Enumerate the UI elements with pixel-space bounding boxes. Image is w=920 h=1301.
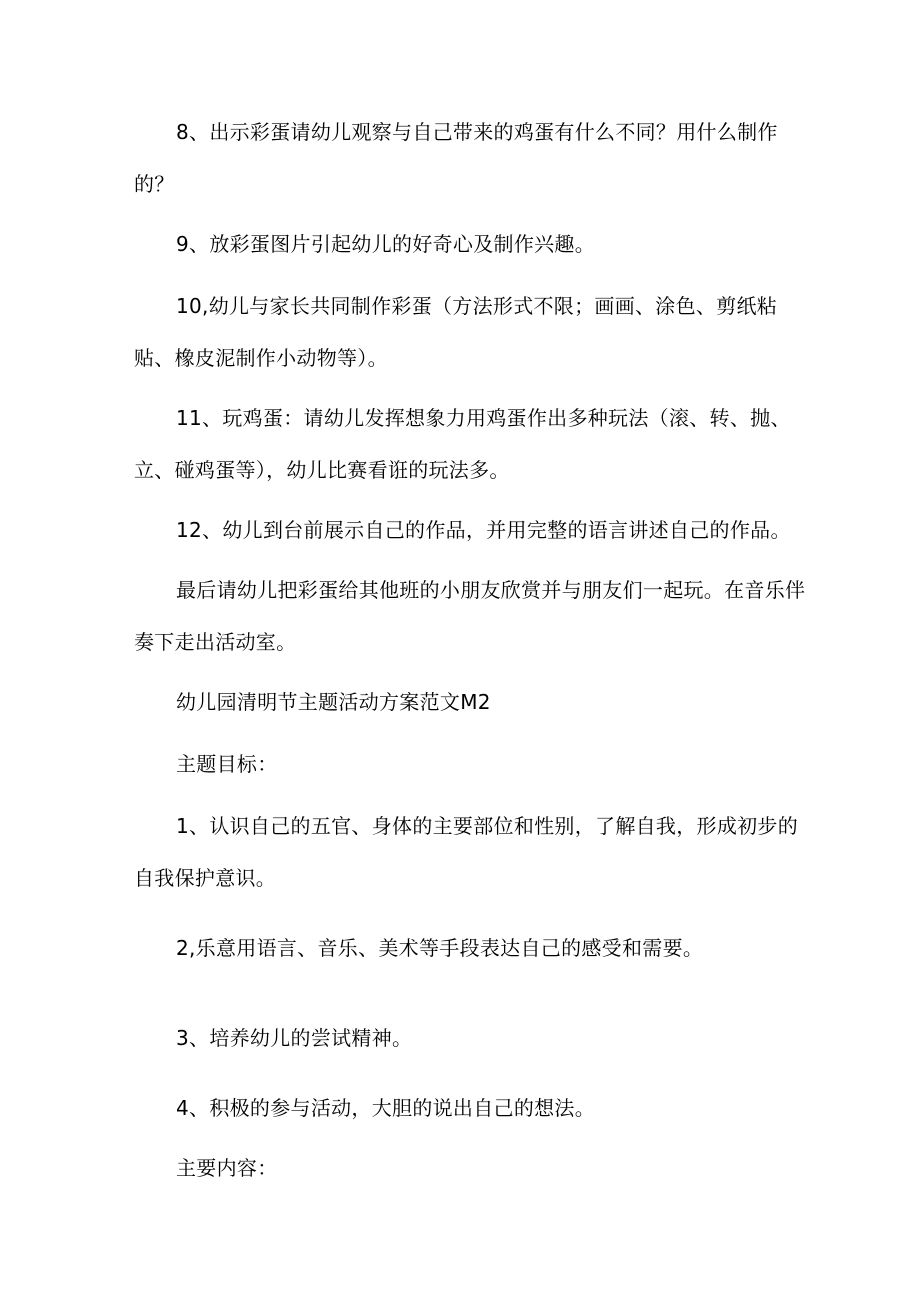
heading-main-content: 主要内容： bbox=[176, 1156, 278, 1180]
paragraph-closing: 最后请幼儿把彩蛋给其他班的小朋友欣赏并与朋友们一起玩。在音乐伴奏下走出活动室。 bbox=[134, 578, 806, 654]
goal-item-2: 2,乐意用语言、音乐、美术等手段表达自己的感受和需要。 bbox=[176, 936, 704, 960]
paragraph-item-10: 10,幼儿与家长共同制作彩蛋（方法形式不限；画画、涂色、剪纸粘贴、橡皮泥制作小动物等）。 bbox=[134, 294, 778, 370]
paragraph-item-8: 8、出示彩蛋请幼儿观察与自己带来的鸡蛋有什么不同？用什么制作的？ bbox=[134, 120, 778, 196]
section-title: 幼儿园清明节主题活动方案范文M2 bbox=[176, 690, 491, 714]
goal-item-3: 3、培养幼儿的尝试精神。 bbox=[176, 1026, 413, 1050]
goal-item-4: 4、积极的参与活动，大胆的说出自己的想法。 bbox=[176, 1096, 596, 1120]
paragraph-item-12: 12、幼儿到台前展示自己的作品，并用完整的语言讲述自己的作品。 bbox=[176, 518, 791, 542]
paragraph-item-9: 9、放彩蛋图片引起幼儿的好奇心及制作兴趣。 bbox=[176, 232, 596, 256]
paragraph-item-11: 11、玩鸡蛋：请幼儿发挥想象力用鸡蛋作出多种玩法（滚、转、抛、立、碰鸡蛋等），幼儿比赛看诳的玩法多。 bbox=[134, 406, 791, 482]
goal-item-1: 1、认识自己的五官、身体的主要部位和性别，了解自我，形成初步的自我保护意识。 bbox=[134, 814, 799, 890]
heading-theme-goals: 主题目标： bbox=[176, 752, 278, 776]
